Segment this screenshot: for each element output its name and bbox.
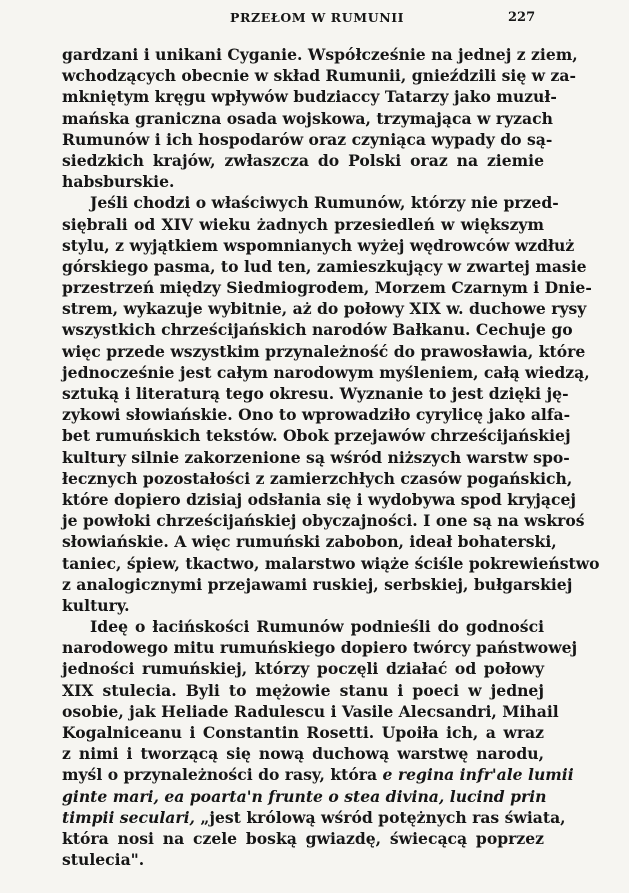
text-line: XIX stulecia. Byli to mężowie stanu i poeci w jednej bbox=[62, 680, 544, 700]
running-header bbox=[0, 10, 629, 30]
text-line: taniec, śpiew, tkactwo, malarstwo wiąże ściśle pokrewieństwo bbox=[62, 553, 600, 573]
text-line: Kogalniceanu i Constantin Rosetti. Upoiła ich, a wraz bbox=[62, 723, 544, 742]
running-title: PRZEŁOM W RUMUNII bbox=[230, 10, 405, 25]
text-line: mkniętym kręgu wpływów budziaccy Tatarzy jako muzuł- bbox=[62, 87, 557, 107]
text-line: łecznych pozostałości z zamierzchłych czasów pogańskich, bbox=[62, 468, 573, 488]
page-number: 227 bbox=[508, 10, 536, 25]
text-segment: myśl o przynależności do rasy, która bbox=[62, 765, 378, 785]
text-line: gardzani i unikani Cyganie. Współcześnie na jednej z ziem, bbox=[62, 45, 578, 64]
text-line: zykowi słowiańskie. Ono to wprowadziło cyrylicę jako alfa- bbox=[62, 405, 571, 425]
text-line: jedności rumuńskiej, którzy poczęli działać od połowy bbox=[62, 659, 544, 679]
text-line: je powłoki chrześcijańskiej obyczajności. I one są na wskroś bbox=[62, 511, 585, 531]
text-line: więc przede wszystkim przynależność do prawosławia, które bbox=[62, 341, 586, 361]
romanian-quote: timpii seculari, bbox=[62, 807, 195, 827]
paragraph-first-line: Jeśli chodzi o właściwych Rumunów, którzy nie przed- bbox=[90, 193, 559, 213]
text-line: habsburskie. bbox=[62, 172, 175, 192]
text-line: stulecia". bbox=[62, 850, 145, 870]
text-line-with-quote bbox=[62, 807, 566, 828]
text-line: górskiego pasma, to lud ten, zamieszkujący w zwartej masie bbox=[62, 256, 587, 276]
text-line: stylu, z wyjątkiem wspomnianych wyżej wędrowców wzdłuż bbox=[62, 235, 575, 255]
text-line: Rumunów i ich hospodarów oraz czyniąca wypady do są- bbox=[62, 129, 553, 149]
romanian-quote: e regina infr'ale lumii bbox=[382, 765, 574, 785]
text-line: z nimi i tworzącą się nową duchową warstwę narodu, bbox=[62, 744, 544, 764]
text-line: która nosi na czele boską gwiazdę, świecącą poprzez bbox=[62, 828, 544, 848]
text-line: jednocześnie jest całym narodowym myśleniem, całą wiedzą, bbox=[62, 362, 590, 382]
text-line: z analogicznymi przejawami ruskiej, serbskiej, bułgarskiej bbox=[62, 574, 573, 594]
text-line: narodowego mitu rumuńskiego dopiero twórcy państwowej bbox=[62, 638, 578, 658]
text-line: osobie, jak Heliade Radulescu i Vasile Alecsandri, Mihail bbox=[62, 701, 559, 721]
text-line: kultury silnie zakorzenione są wśród niższych warstw spo- bbox=[62, 447, 570, 467]
text-line: przestrzeń między Siedmiogrodem, Morzem Czarnym i Dnie- bbox=[62, 278, 592, 298]
text-line: kultury. bbox=[62, 595, 130, 615]
text-line: słowiańskie. A więc rumuński zabobon, ideał bohaterski, bbox=[62, 532, 557, 552]
text-line: wchodzących obecnie w skład Rumunii, gnieździli się w za- bbox=[62, 66, 576, 86]
text-line: wszystkich chrześcijańskich narodów Bałkanu. Cechuje go bbox=[62, 320, 573, 340]
text-line: siębrali od XIV wieku żadnych przesiedleń w większym bbox=[62, 214, 544, 234]
text-line: siedzkich krajów, zwłaszcza do Polski oraz na ziemie bbox=[62, 150, 544, 170]
romanian-quote-line: ginte mari, ea poarta'n frunte o stea divina, lucind prin bbox=[62, 786, 547, 806]
text-line: mańska graniczna osada wojskowa, trzymająca w ryzach bbox=[62, 108, 553, 128]
text-line: które dopiero dzisiaj odsłania się i wydobywa spod kryjącej bbox=[62, 489, 577, 509]
body-text bbox=[62, 44, 600, 870]
text-line-with-quote bbox=[62, 764, 574, 785]
text-segment: „jest królową wśród potężnych ras świata, bbox=[200, 807, 566, 827]
text-line: sztuką i literaturą tego okresu. Wyznanie to jest dzięki ję- bbox=[62, 384, 569, 403]
paragraph-first-line: Ideę o łacińskości Rumunów podnieśli do godności bbox=[90, 617, 544, 637]
text-line: bet rumuńskich tekstów. Obok przejawów chrześcijańskiej bbox=[62, 426, 571, 446]
text-line: strem, wykazuje wybitnie, aż do połowy XIX w. duchowe rysy bbox=[62, 299, 587, 319]
